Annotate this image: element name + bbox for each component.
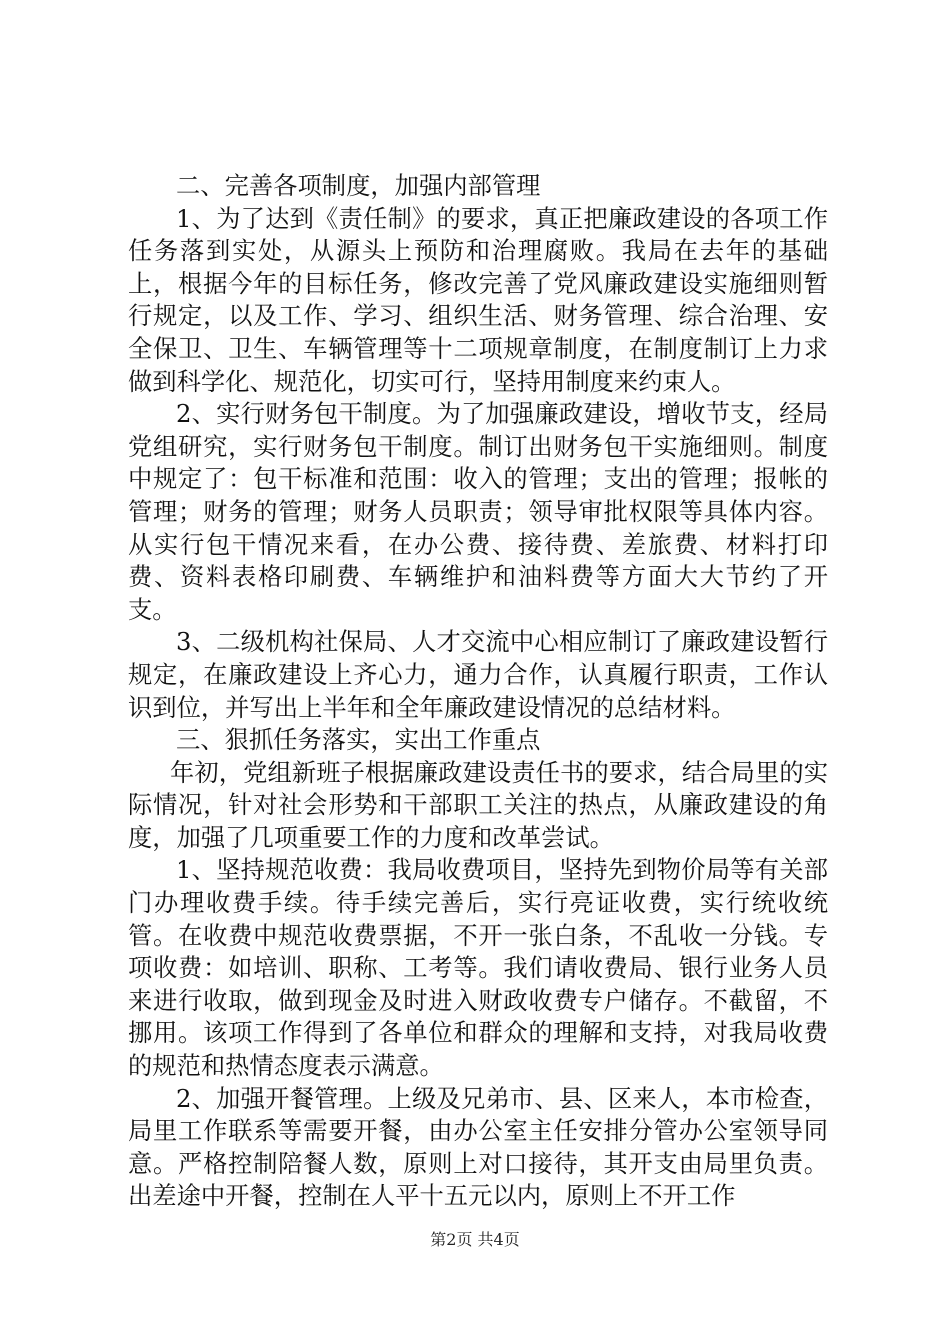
body-paragraph: 2、实行财务包干制度。为了加强廉政建设，增收节支，经局党组研究，实行财务包干制度。制订出财务包干实施细则。制度中规定了：包干标准和范围：收入的管理；支出的管理；报帐的管理；财务的管理；财务人员职责；领导审批权限等具体内容。从实行包干情况来看，在办公费、接待费、差旅费、材料打印费、资料表格印刷费、车辆维护和油料费等方面大大节约了开支。 (128, 399, 828, 624)
page-number-footer: 第2页 共4页 (430, 1230, 520, 1249)
body-paragraph: 2、加强开餐管理。上级及兄弟市、县、区来人，本市检查，局里工作联系等需要开餐，由办公室主任安排分管办公室领导同意。严格控制陪餐人数，原则上对口接待，其开支由局里负责。出差途中开餐，控制在人平十五元以内，原则上不开工作 (128, 1083, 828, 1211)
body-paragraph: 年初，党组新班子根据廉政建设责任书的要求，结合局里的实际情况，针对社会形势和干部职工关注的热点，从廉政建设的角度，加强了几项重要工作的力度和改革尝试。 (128, 757, 828, 852)
section-heading-2: 二、完善各项制度，加强内部管理 (176, 171, 541, 200)
document-body (128, 170, 828, 1213)
body-paragraph: 1、为了达到《责任制》的要求，真正把廉政建设的各项工作任务落到实处，从源头上预防和治理腐败。我局在去年的基础上，根据今年的目标任务，修改完善了党风廉政建设实施细则暂行规定，以及工作、学习、组织生活、财务管理、综合治理、安全保卫、卫生、车辆管理等十二项规章制度，在制度制订上力求做到科学化、规范化，切实可行，坚持用制度来约束人。 (128, 203, 828, 396)
section-heading-3: 三、狠抓任务落实，实出工作重点 (176, 725, 541, 755)
body-paragraph: 1、坚持规范收费：我局收费项目，坚持先到物价局等有关部门办理收费手续。待手续完善后，实行亮证收费，实行统收统管。在收费中规范收费票据，不开一张白条，不乱收一分钱。专项收费：如培训、职称、工考等。我们请收费局、银行业务人员来进行收取，做到现金及时进入财政收费专户储存。不截留，不挪用。该项工作得到了各单位和群众的理解和支持，对我局收费的规范和热情态度表示满意。 (128, 855, 828, 1081)
body-paragraph: 3、二级机构社保局、人才交流中心相应制订了廉政建设暂行规定，在廉政建设上齐心力，通力合作，认真履行职责，工作认识到位，并写出上半年和全年廉政建设情况的总结材料。 (128, 627, 828, 722)
